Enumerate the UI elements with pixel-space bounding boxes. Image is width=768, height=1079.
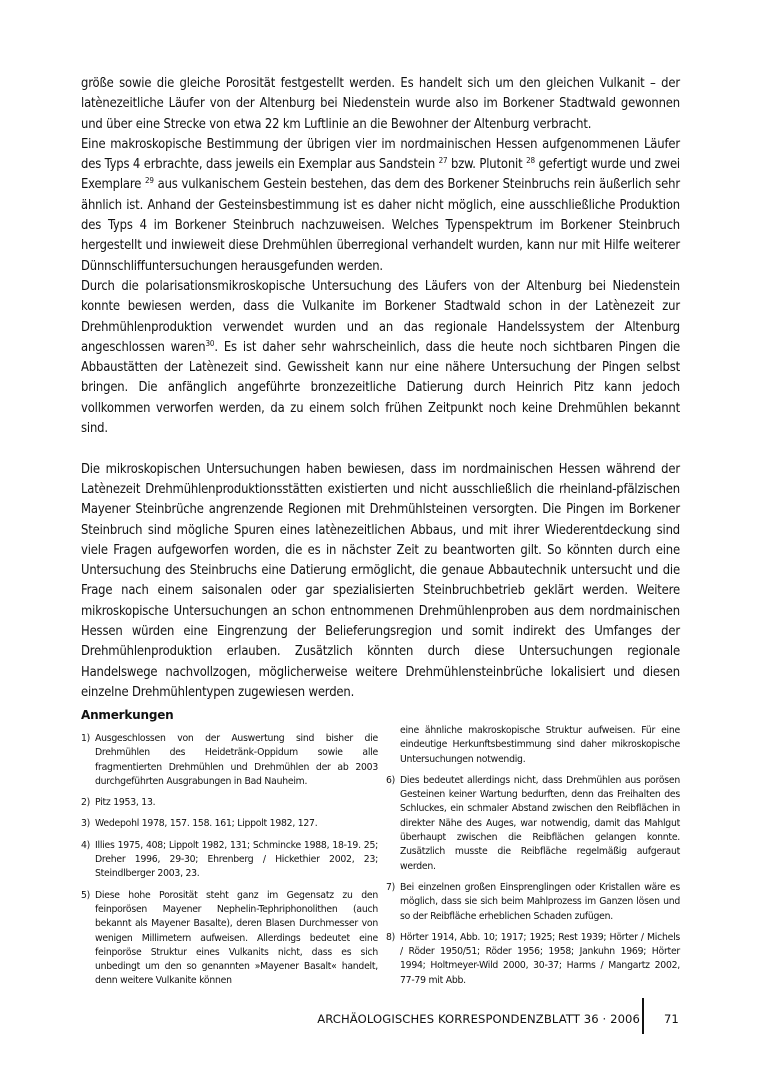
footnote-number: 2) <box>81 797 91 809</box>
body-paragraph <box>81 74 680 135</box>
footnote-text: Bei einzelnen großen Einsprenglingen oder Kristallen wäre es möglich, dass sie sich beim Mahlprozess im Ganzen lösen und so der Reibfläche erheblichen Schaden zufügen. <box>400 881 680 922</box>
footnote-reference[interactable]: 30 <box>205 338 215 348</box>
footnote-reference[interactable]: 27 <box>438 156 448 166</box>
footnote-text: Pitz 1953, 13. <box>95 797 156 809</box>
footnote-continuation <box>386 724 680 767</box>
body-text-run: Durch die polarisationsmikroskopische Untersuchung des Läufers von der Altenburg bei Niedenstein konnte bewiesen werden, dass die Vulkanite im Borkener Stadtwald schon in der Latènezeit zur Drehmühlenproduktion verwendet wurden und an das regionale Handelssystem der Altenburg angeschlossen waren <box>81 278 680 355</box>
footnote <box>81 817 378 831</box>
notes-column-right <box>386 724 680 995</box>
footnote-number: 3) <box>81 818 91 830</box>
footnote-number: 7) <box>386 881 396 893</box>
running-footer: ARCHÄOLOGISCHES KORRESPONDENZBLATT 36 · 2006 <box>317 1012 640 1026</box>
footnote <box>81 889 378 989</box>
footnote-text: Wedepohl 1978, 157. 158. 161; Lippolt 1982, 127. <box>95 818 318 830</box>
footnote-text: eine ähnliche makroskopische Struktur aufweisen. Für eine eindeutige Herkunftsbestimmung sind daher mikroskopische Untersuchungen notwendig. <box>400 725 680 765</box>
footnote-text: Hörter 1914, Abb. 10; 1917; 1925; Rest 1939; Hörter / Michels / Röder 1950/51; Röder 1956; 1958; Jankuhn 1969; Hörter 1994; Holtmeyer-Wild 2000, 30-37; Harms / Mangartz 2002, 77-79 mit Abb. <box>400 931 680 986</box>
footnote-text: Ausgeschlossen von der Auswertung sind bisher die Drehmühlen des Heidetränk-Oppidum sowie alle fragmentierten Drehmühlen und Drehmühlen der ab 2003 durchgeführten Ausgrabungen in Bad Nauheim. <box>95 733 378 787</box>
notes-column-left <box>81 732 378 996</box>
footnote <box>81 796 378 810</box>
footnote-text: Illies 1975, 408; Lippolt 1982, 131; Schmincke 1988, 18-19. 25; Dreher 1996, 29-30; Ehrenberg / Hickethier 2002, 23; Steindlberger 2003, 23. <box>95 839 378 880</box>
footnote <box>386 774 680 874</box>
footnote-text: Dies bedeutet allerdings nicht, dass Drehmühlen aus porösen Gesteinen keiner Wartung bedurften, denn das Freihalten des Schluckes, ein schmaler Abstand zwischen den Reibflächen in direkter Nähe des Auges, war notwendig, damit das Mahlgut überhaupt zwischen die Reibflächen gelangen konnte. Zusätzlich musste die Reibfläche regelmäßig aufgeraut werden. <box>400 774 680 872</box>
body-paragraph <box>81 277 680 439</box>
body-text-run: Die mikroskopischen Untersuchungen haben bewiesen, dass im nordmainischen Hessen während der Latènezeit Drehmühlenproduktionsstätten existierten und nicht ausschließlich die rheinland-pfälzischen Mayener Steinbrüche angrenzende Regionen mit Drehmühlsteinen versorgten. Die Pingen im Borkener Steinbruch sind mögliche Spuren eines latènezeitlichen Abbaus, und mit ihrer Wiederentdeckung sind viele Fragen aufgeworfen worden, die es in nächster Zeit zu beantworten gilt. So könnten durch eine Untersuchung des Steinbruchs eine Datierung ermöglicht, die genaue Abbautechnik untersucht und die Frage nach einem saisonalen oder gar spezialisierten Steinbruchbetrieb geklärt werden. Weitere mikroskopische Untersuchungen an schon entnommenen Drehmühlenproben aus dem nordmainischen Hessen würden eine Eingrenzung der Belieferungsregion und somit indirekt des Umfanges der Drehmühlenproduktion erlauben. Zusätzlich könnten durch diese Untersuchungen regionale Handelswege nachvollzogen, möglicherweise weitere Drehmühlensteinbrüche lokalisiert und diesen einzelne Drehmühlentypen zugewiesen werden. <box>81 461 680 700</box>
body-text-run: . Es ist daher sehr wahrscheinlich, dass die heute noch sichtbaren Pingen die Abbaustätten der Latènezeit sind. Gewissheit kann nur eine nähere Untersuchung der Pingen selbst bringen. Die anfänglich angeführte bronzezeitliche Datierung durch Heinrich Pitz kann jedoch vollkommen verworfen werden, da zu einem solch frühen Zeitpunkt noch keine Drehmühlen bekannt sind. <box>81 339 681 437</box>
footnote-reference[interactable]: 29 <box>144 176 154 186</box>
footnote <box>386 881 680 924</box>
body-text-run: aus vulkanischem Gestein bestehen, das dem des Borkener Steinbruchs rein äußerlich sehr ähnlich ist. Anhand der Gesteinsbestimmung ist es daher nicht möglich, eine ausschließliche Produktion des Typs 4 im Borkener Steinbruch nachzuweisen. Welches Typenspektrum im Borkener Steinbruch hergestellt und inwieweit diese Drehmühlen überregional verhandelt wurden, kann nur mit Hilfe weiterer Dünnschliffuntersuchungen herausgefunden werden. <box>81 177 680 274</box>
footer-divider <box>642 998 644 1034</box>
footnote <box>386 931 680 988</box>
footnote-number: 1) <box>81 733 91 744</box>
body-text <box>81 74 680 703</box>
body-text-run: gefertigt wurde und zwei Exemplare <box>81 157 681 193</box>
page-number: 71 <box>664 1012 679 1026</box>
notes-heading: Anmerkungen <box>81 708 174 722</box>
body-paragraph <box>81 460 680 704</box>
footnote-number: 5) <box>81 889 91 901</box>
body-paragraph <box>81 135 680 277</box>
footnote <box>81 732 378 789</box>
footnote <box>81 839 378 882</box>
body-text-run: größe sowie die gleiche Porosität festgestellt werden. Es handelt sich um den gleichen Vulkanit – der latènezeitliche Läufer von der Altenburg bei Niedenstein wurde also im Borkener Stadtwald gewonnen und über eine Strecke von etwa 22 km Luftlinie an die Bewohner der Altenburg verbracht. <box>81 76 680 132</box>
footnote-number: 8) <box>386 931 396 943</box>
footnote-text: Diese hohe Porosität steht ganz im Gegensatz zu den feinporösen Mayener Nephelin-Tephriphonolithen (auch bekannt als Mayener Basalte), deren Blasen Durchmesser von wenigen Millimetern aufweisen. Allerdings bedeutet eine feinporöse Struktur eines Vulkanits nicht, dass es sich unbedingt um den so genannten »Mayener Basalt« handelt, denn weitere Vulkanite können <box>95 889 378 987</box>
footnote-reference[interactable]: 28 <box>526 156 535 166</box>
body-text-run: Eine makroskopische Bestimmung der übrigen vier im nordmainischen Hessen aufgenommenen Läufer des Typs 4 erbrachte, dass jeweils ein Exemplar aus Sandstein <box>81 136 680 173</box>
body-text-run: bzw. Plutonit <box>447 157 527 173</box>
footnote-number: 4) <box>81 839 91 851</box>
footnote-number: 6) <box>386 774 396 786</box>
